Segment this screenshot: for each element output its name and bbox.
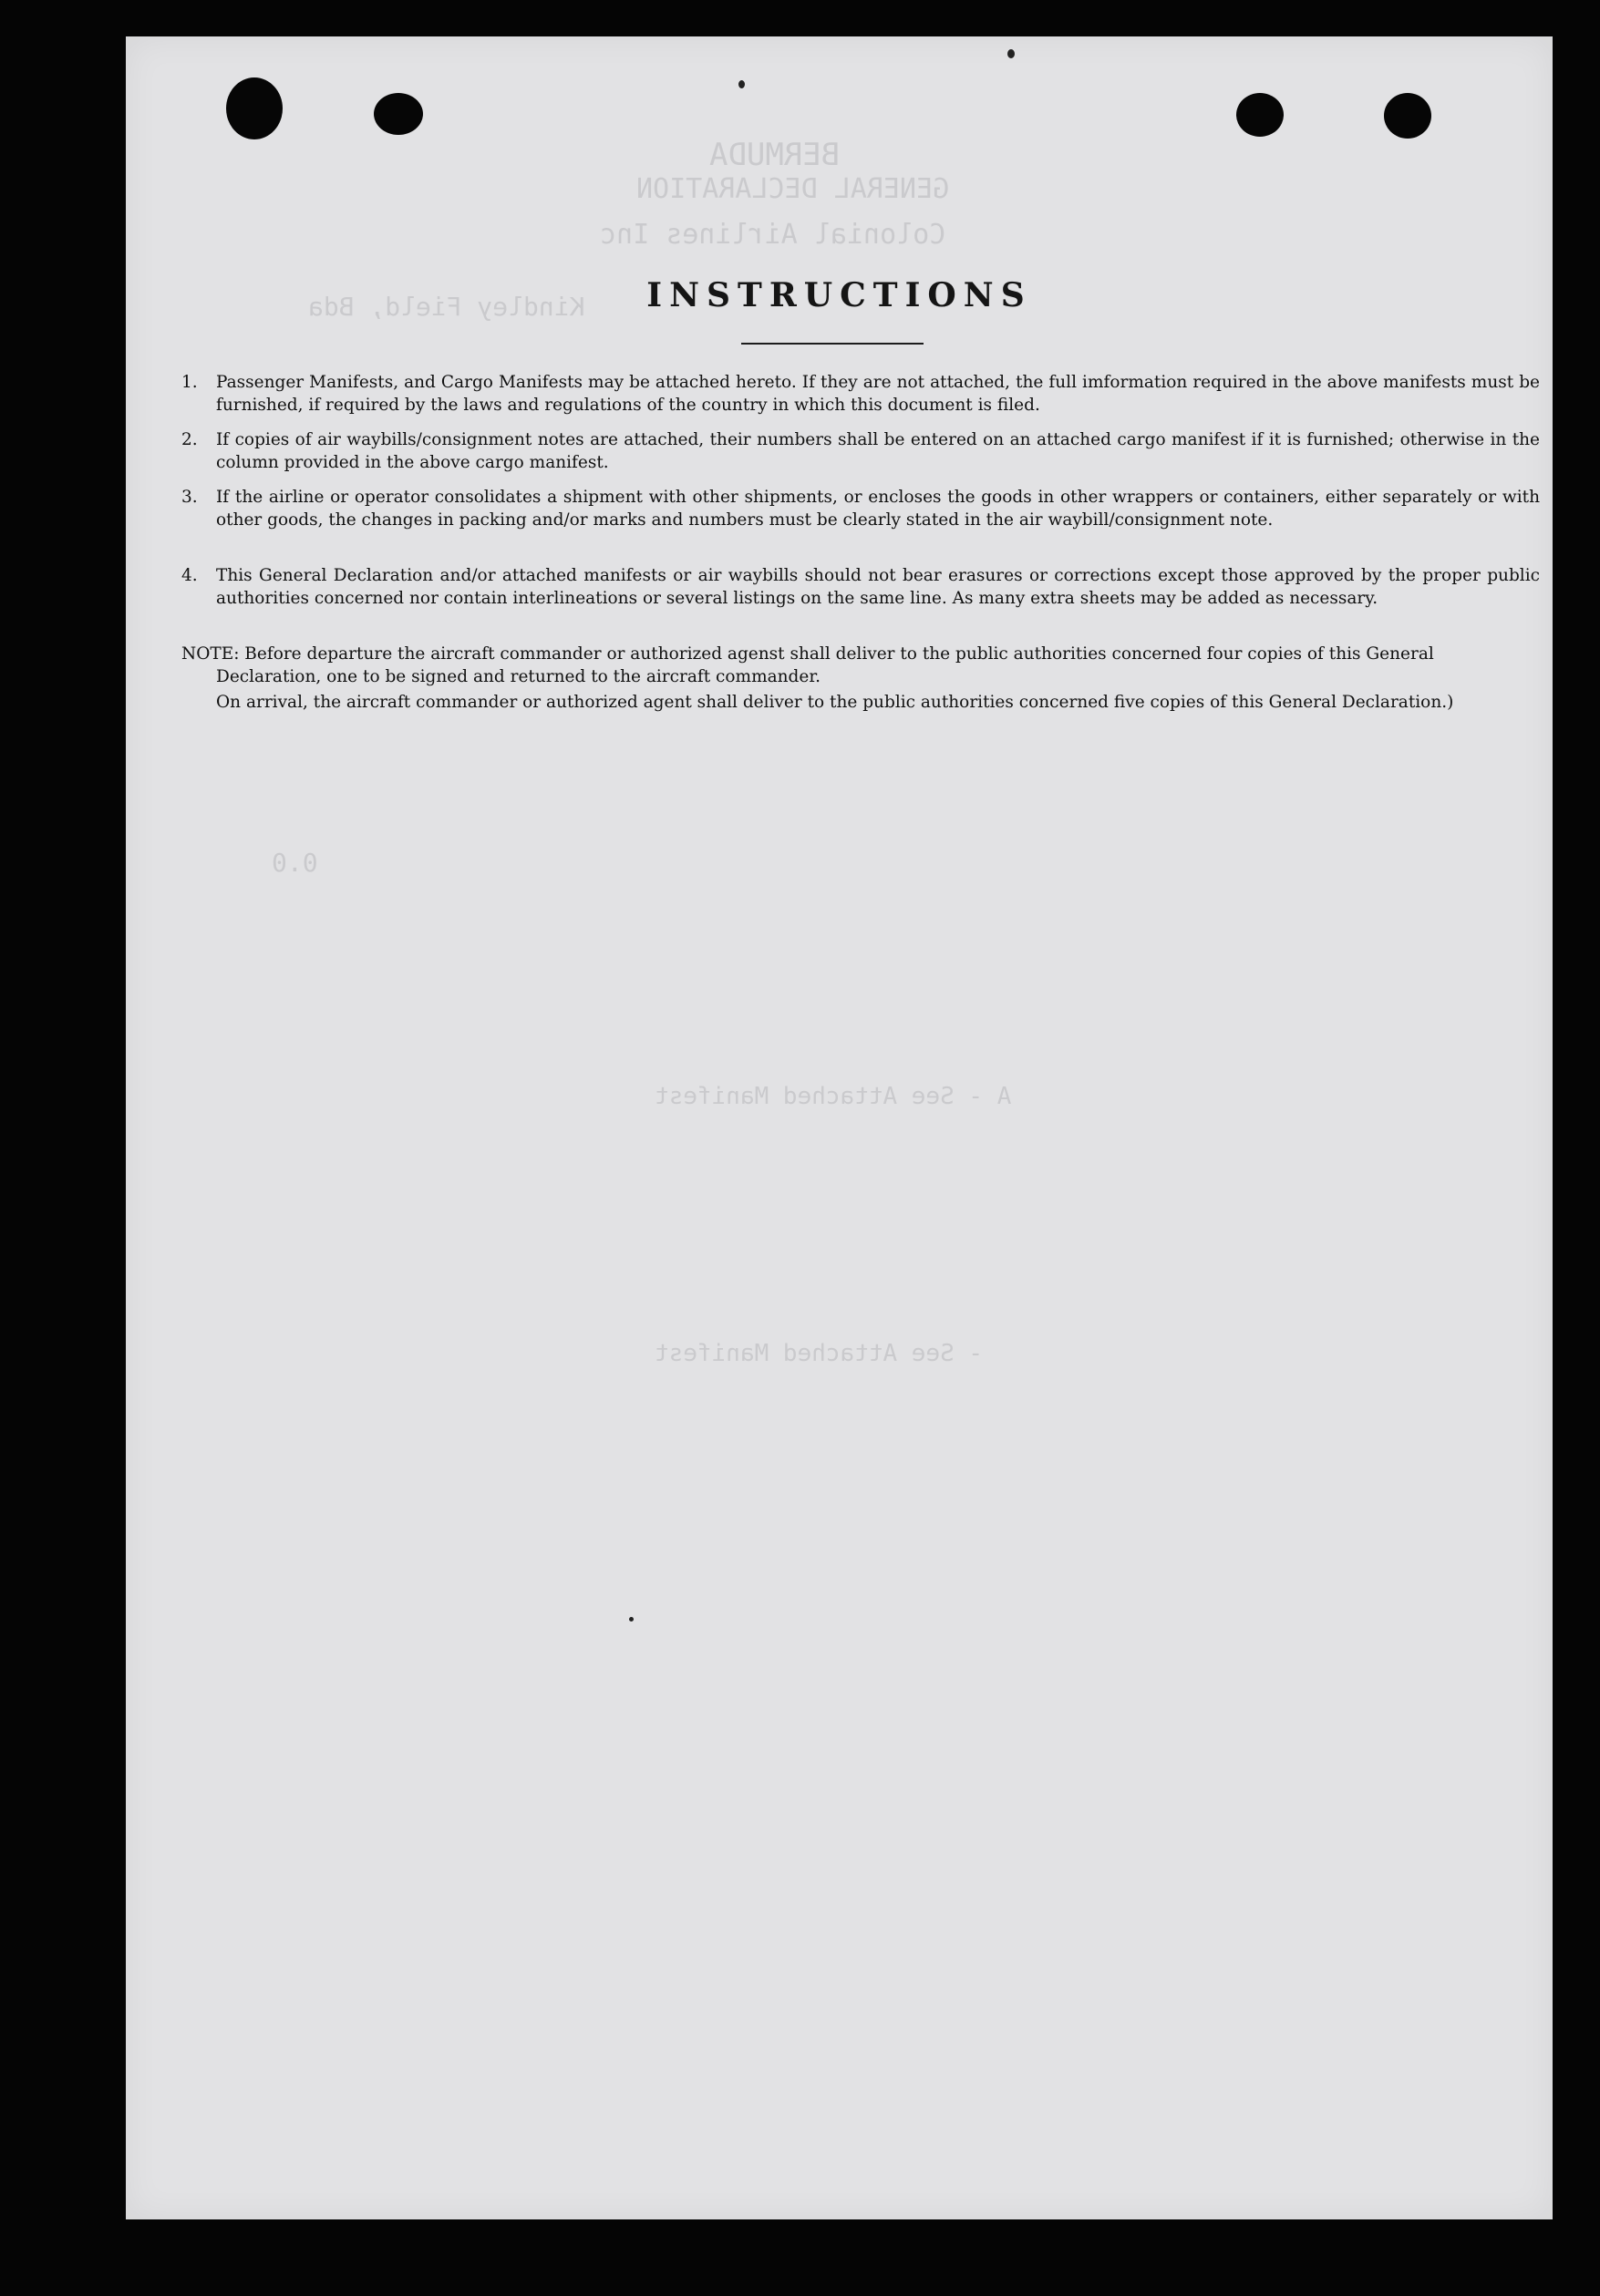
item-text: If copies of air waybills/consignment notes are attached, their numbers shall be entered on an attached cargo manifest if it is furnished; otherwise in the column provided in the above cargo manifest.: [216, 430, 1540, 472]
instruction-item: [181, 487, 1540, 531]
instruction-item: [181, 372, 1540, 417]
bleed-through-mark: Kindley Field, Bda: [308, 292, 585, 322]
note-arrival-text: On arrival, the aircraft commander or authorized agent shall deliver to the public authorities concerned five copies of this General Declaration.): [216, 693, 1454, 712]
bleed-through-mark: GENERAL DECLARATION: [636, 173, 950, 205]
page-title: INSTRUCTIONS: [646, 276, 1032, 314]
item-number: 3.: [181, 488, 198, 507]
ink-speck: [738, 80, 745, 88]
punch-hole: [1384, 93, 1431, 139]
bleed-through-mark: Colonial Airlines Inc: [600, 219, 946, 251]
item-text: If the airline or operator consolidates a shipment with other shipments, or encloses the goods in other wrappers or containers, either separately or with other goods, the changes in packing and/or marks and numbers must be clearly stated in the air waybill/consignment note.: [216, 488, 1540, 530]
ink-speck: [629, 1617, 634, 1622]
instruction-item: [181, 565, 1540, 610]
punch-hole: [226, 77, 283, 139]
item-number: 1.: [181, 373, 198, 392]
note-text: NOTE: Before departure the aircraft commander or authorized agenst shall deliver to the public authorities concerned four copies of this General Declaration, one to be signed and returned to the aircraft commander.: [181, 644, 1434, 686]
punch-hole: [1236, 93, 1284, 137]
punch-hole: [374, 93, 423, 135]
item-text: Passenger Manifests, and Cargo Manifests may be attached hereto. If they are not attached, the full imformation required in the above manifests must be furnished, if required by the laws and regulations of the country in which this document is filed.: [216, 373, 1540, 415]
bleed-through-mark: - See Attached Manifest: [655, 1340, 984, 1367]
bleed-through-mark: A - See Attached Manifest: [655, 1083, 1012, 1110]
ink-speck: [1007, 49, 1015, 58]
note-block: [181, 643, 1540, 715]
bleed-through-mark: 0.0: [272, 848, 318, 878]
title-underline: [741, 343, 924, 345]
item-number: 4.: [181, 566, 198, 585]
bleed-through-mark: BERMUDA: [709, 137, 841, 173]
instruction-item: [181, 429, 1540, 474]
item-number: 2.: [181, 430, 198, 449]
item-text: This General Declaration and/or attached manifests or air waybills should not bear erasures or corrections except those approved by the proper public authorities concerned nor contain interlineations or several listings on the same line. As many extra sheets may be added as necessary.: [216, 566, 1540, 608]
document-page: [126, 36, 1553, 2219]
